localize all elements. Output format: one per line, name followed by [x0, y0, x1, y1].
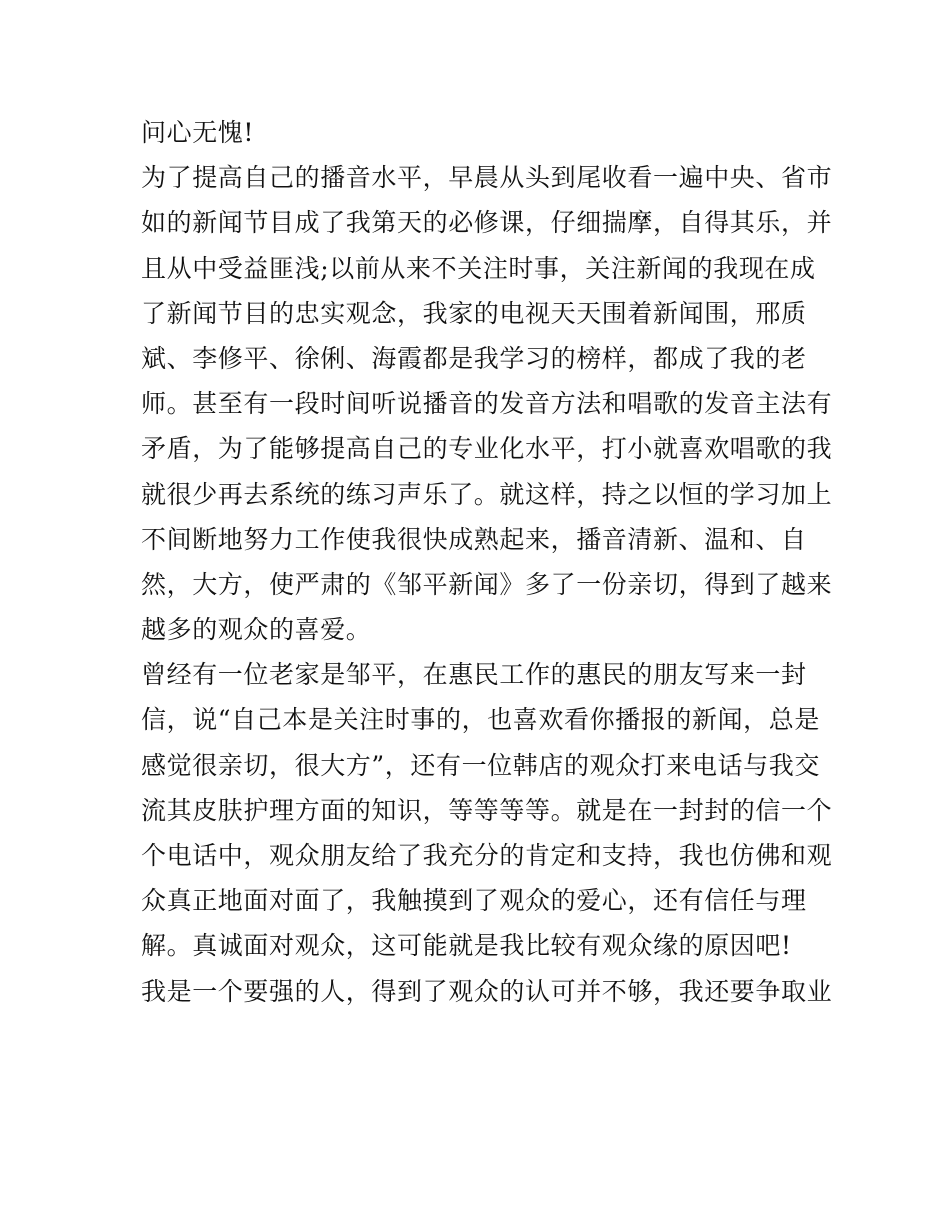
text-line: 众真正地面对面了，我触摸到了观众的爱心，还有信任与理 — [141, 886, 807, 916]
text-line: 感觉很亲切，很大方”，还有一位韩店的观众打来电话与我交 — [141, 750, 820, 780]
text-line: 信，说“自己本是关注时事的，也喜欢看你播报的新闻，总是 — [141, 705, 820, 735]
body-text — [141, 110, 833, 1014]
text-line: 且从中受益匪浅;以前从来不关注时事，关注新闻的我现在成 — [141, 253, 816, 283]
text-line: 个电话中，观众朋友给了我充分的肯定和支持，我也仿佛和观 — [141, 841, 833, 870]
text-line: 为了提高自己的播音水平，早晨从头到尾收看一遍中央、省市 — [141, 163, 833, 193]
text-line: 曾经有一位老家是邹平，在惠民工作的惠民的朋友写来一封 — [141, 660, 807, 690]
text-line: 如的新闻节目成了我第天的必修课，仔细揣摩，自得其乐，并 — [141, 208, 833, 238]
text-line: 了新闻节目的忠实观念，我家的电视天天围着新闻围，邢质 — [141, 298, 807, 328]
text-line: 师。甚至有一段时间听说播音的发音方法和唱歌的发音主法有 — [141, 389, 833, 419]
text-line: 问心无愧! — [141, 118, 255, 147]
text-line: 然，大方，使严肃的《邹平新闻》多了一份亲切，得到了越来 — [141, 569, 833, 599]
text-line: 矛盾，为了能够提高自己的专业化水平，打小就喜欢唱歌的我 — [141, 434, 833, 464]
text-line: 流其皮肤护理方面的知识，等等等等。就是在一封封的信一个 — [141, 795, 833, 825]
text-line: 就很少再去系统的练习声乐了。就这样，持之以恒的学习加上 — [141, 479, 833, 509]
text-line: 不间断地努力工作使我很快成熟起来，播音清新、温和、自 — [141, 524, 807, 554]
text-line: 解。真诚面对观众，这可能就是我比较有观众缘的原因吧! — [141, 931, 792, 961]
text-line: 越多的观众的喜爱。 — [141, 615, 372, 645]
text-line: 斌、李修平、徐俐、海霞都是我学习的榜样，都成了我的老 — [141, 343, 807, 373]
text-line: 我是一个要强的人，得到了观众的认可并不够，我还要争取业 — [141, 976, 833, 1006]
